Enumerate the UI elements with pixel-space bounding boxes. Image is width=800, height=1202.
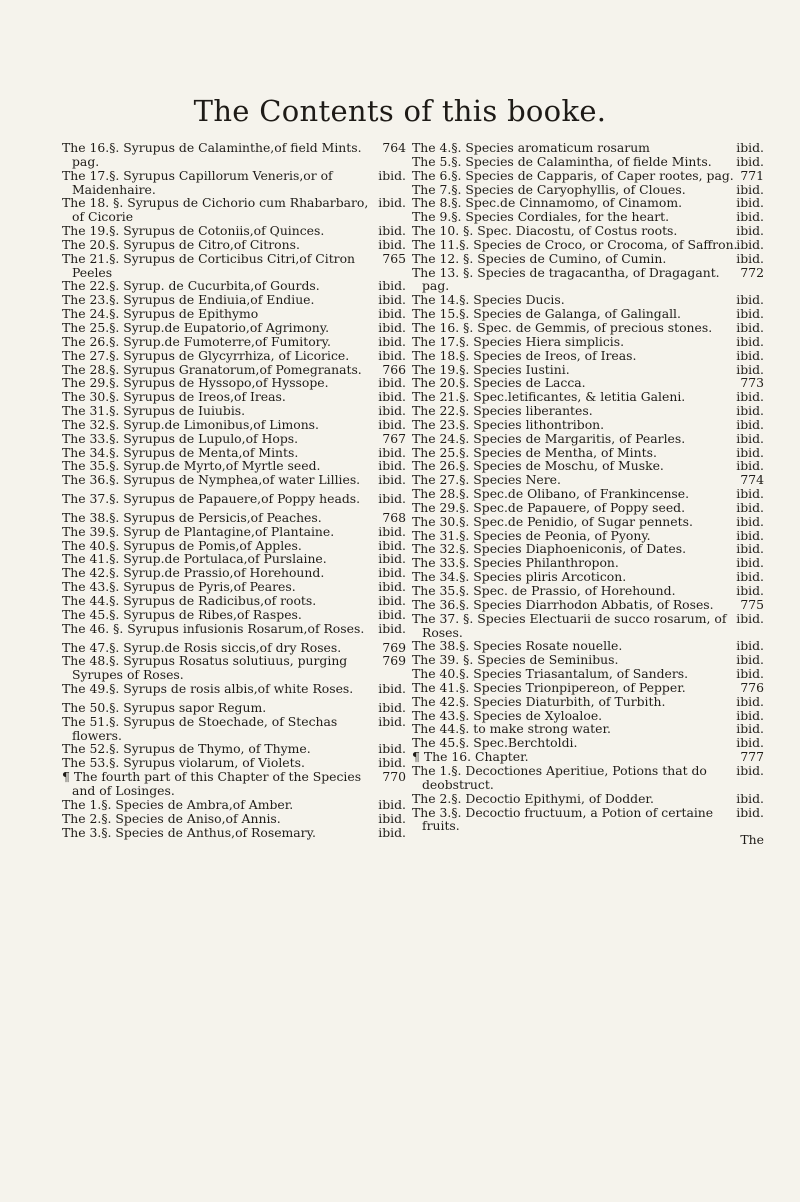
entry-text: The 46. §. Syrupus infusionis Rosarum,of Roses. [62,620,365,636]
page-reference: ibid. [736,583,764,598]
contents-entry [412,307,764,321]
contents-entry [62,701,406,715]
entry-text: The 42.§. Species Diaturbith, of Turbith. [412,693,666,709]
entry-text: The 27.§. Species Nere. [412,472,561,488]
entry-text: The 34.§. Syrupus de Menta,of Mints. [62,444,299,460]
page-reference: ibid. [378,579,406,595]
contents-entry [62,539,406,553]
entry-text: The 53.§. Syrupus violarum, of Violets. [62,755,305,771]
page-reference: 777 [740,749,764,765]
page-reference: ibid. [736,430,764,446]
page-reference: 775 [740,596,764,612]
entry-text: The 23.§. Syrupus de Endiuia,of Endiue. [62,292,315,308]
contents-right-column [412,141,764,847]
contents-entry [62,321,406,335]
page-reference: ibid. [378,333,406,349]
contents-entry [412,570,764,584]
page-reference: 766 [382,361,406,377]
entry-text: The 44.§. Syrupus de Radicibus,of roots. [62,593,317,608]
page-reference: 768 [382,509,406,525]
contents-entry [62,141,406,169]
page-reference: 765 [382,250,406,266]
entry-text: The 20.§. Species de Lacca. [412,375,586,391]
page-reference: ibid. [736,416,764,432]
entry-text: The 41.§. Species Trionpipereon, of Pepper. [412,679,686,695]
page-reference: ibid. [378,223,406,239]
entry-text: The 43.§. Species de Xyloaloe. [412,707,603,723]
page-reference: ibid. [736,361,764,377]
contents-entry [62,826,406,840]
contents-entry [62,238,406,252]
contents-entry [62,363,406,377]
contents-entry [62,580,406,594]
entry-text: The 51.§. Syrupus de Stoechade, of Stechas flowers. [62,713,338,743]
page-reference: ibid. [378,306,406,322]
contents-entry [62,473,406,487]
page-title: The Contents of this booke. [193,94,607,128]
entry-text: The 18.§. Species de Ireos, of Ireas. [412,347,637,363]
page-reference: 771 [740,167,764,183]
contents-entry [412,584,764,598]
page-reference: ibid. [378,403,406,419]
page-reference: ibid. [736,250,764,266]
entry-text: The 35.§. Spec. de Prassio, of Horehound. [412,583,676,598]
contents-entry [62,224,406,238]
contents-entry [62,446,406,460]
page-reference: ibid. [736,610,764,626]
page-reference: ibid. [736,735,764,751]
contents-entry [412,238,764,252]
page-reference: ibid. [736,693,764,709]
page-reference: ibid. [378,699,406,715]
page-reference: ibid. [736,790,764,806]
contents-entry [412,390,764,404]
page-reference: ibid. [736,486,764,502]
page-reference: ibid. [378,458,406,474]
contents-entry [62,552,406,566]
page-reference: ibid. [736,458,764,474]
page-reference: ibid. [378,620,406,636]
page-reference: ibid. [378,389,406,405]
page-reference: 772 [740,264,764,280]
page-reference: ibid. [378,796,406,812]
entry-text: The 26.§. Species de Moschu, of Muske. [412,458,664,474]
contents-entry [62,432,406,446]
entry-text: The 2.§. Species de Aniso,of Annis. [62,810,281,826]
entry-text: The 34.§. Species pliris Arcoticon. [412,569,627,585]
entry-text: The 2.§. Decoctio Epithymi, of Dodder. [412,790,654,806]
contents-entry [62,459,406,473]
entry-text: The 49.§. Syrups de rosis albis,of white Roses. [62,681,354,697]
contents-entry [412,293,764,307]
entry-text: The 31.§. Syrupus de Iuiubis. [62,403,246,419]
entry-text: The 50.§. Syrupus sapor Regum. [62,699,267,715]
page-reference: ibid. [378,565,406,581]
entry-text: The 39. §. Species de Seminibus. [412,652,619,668]
entry-text: The 25.§. Syrup.de Eupatorio,of Agrimony. [62,319,330,335]
page-reference: ibid. [378,741,406,757]
contents-entry [412,183,764,197]
contents-entry [412,792,764,806]
contents-entry [412,750,764,764]
page-reference: ibid. [736,638,764,654]
page-reference: 774 [740,472,764,488]
contents-entry [412,432,764,446]
contents-entry [412,542,764,556]
entry-text: The 40.§. Syrupus de Pomis,of Apples. [62,537,302,553]
page-reference: ibid. [378,444,406,460]
contents-entry [412,487,764,501]
contents-entry [412,515,764,529]
page-reference: ibid. [736,319,764,335]
entry-text: The 52.§. Syrupus de Thymo, of Thyme. [62,741,311,757]
entry-text: The 25.§. Species de Mentha, of Mints. [412,444,657,460]
entry-text: The 44.§. to make strong water. [412,721,611,737]
page-reference: ibid. [736,209,764,225]
page-reference: ibid. [736,389,764,405]
entry-text: The 14.§. Species Ducis. [412,292,565,308]
entry-text: The 10. §. Spec. Diacostu, of Costus roots. [412,223,678,239]
page-reference: ibid. [378,810,406,826]
entry-text: The 45.§. Spec.Berchtoldi. [412,735,578,751]
page-reference: ibid. [736,223,764,239]
entry-text: The 47.§. Syrup.de Rosis siccis,of dry Roses. [62,639,342,655]
entry-text: The 19.§. Species Iustini. [412,361,570,377]
contents-entry [62,770,406,798]
page-reference: ibid. [378,755,406,771]
contents-entry [62,279,406,293]
page-reference: ibid. [736,195,764,211]
entry-text: The 16.§. Syrupus de Calaminthe,of field Mints. pag. [62,140,362,169]
page-reference: ibid. [378,491,406,507]
page-reference: ibid. [378,472,406,488]
page-reference: ibid. [736,236,764,252]
page-reference: ibid. [378,824,406,840]
contents-entry [412,252,764,266]
page-reference: ibid. [736,181,764,197]
page-reference: ibid. [378,606,406,622]
entry-text: The 23.§. Species lithontribon. [412,416,605,432]
contents-entry [62,169,406,197]
page-reference: ibid. [736,140,764,155]
page-reference: 764 [382,140,406,155]
contents-entry [412,210,764,224]
page-reference: ibid. [736,666,764,682]
entry-text: The 3.§. Decoctio fructuum, a Potion of certaine fruits. [412,804,714,834]
page-reference: 767 [382,430,406,446]
entry-text: The 7.§. Species de Caryophyllis, of Cloues. [412,181,686,197]
contents-entry [412,349,764,363]
contents-entry [62,798,406,812]
page-reference: ibid. [736,569,764,585]
contents-entry [412,335,764,349]
page-reference: ibid. [736,804,764,820]
entry-text: The 33.§. Syrupus de Lupulo,of Hops. [62,430,299,446]
contents-entry [412,806,764,834]
page-reference: ibid. [736,403,764,419]
entry-text: The 29.§. Syrupus de Hyssopo,of Hyssope. [62,375,329,391]
entry-text: The 24.§. Syrupus de Epithymo [62,306,259,322]
contents-entry [412,612,764,640]
contents-entry [62,293,406,307]
entry-text: The 42.§. Syrup.de Prassio,of Horehound. [62,565,325,581]
contents-entry [62,608,406,622]
contents-entry [412,266,764,294]
entry-text: The 38.§. Syrupus de Persicis,of Peaches. [62,509,322,525]
contents-entry [62,511,406,525]
page-reference: ibid. [736,306,764,322]
contents-entry [62,252,406,280]
page-reference: ibid. [378,236,406,252]
contents-entry [412,363,764,377]
entry-text: The 36.§. Syrupus de Nymphea,of water Lillies. [62,472,361,488]
contents-entry [62,566,406,580]
contents-entry [412,736,764,750]
page-reference: ibid. [736,555,764,571]
entry-text: The 4.§. Species aromaticum rosarum [412,140,650,155]
contents-entry [412,667,764,681]
entry-text: The 18. §. Syrupus de Cichorio cum Rhabarbaro, of Cicorie [62,195,369,225]
contents-entry [412,709,764,723]
contents-entry [412,681,764,695]
page-reference: ibid. [736,762,764,778]
entry-text: The 31.§. Species de Peonia, of Pyony. [412,527,651,543]
page-reference: 769 [382,639,406,655]
entry-text: The 1.§. Decoctiones Aperitiue, Potions that do deobstruct. [412,762,707,792]
entry-text: The 6.§. Species de Capparis, of Caper rootes, pag. [412,167,734,183]
page-reference: ibid. [378,375,406,391]
contents-entry [412,695,764,709]
entry-text: The 48.§. Syrupus Rosatus solutiuus, purging Syrupes of Roses. [62,653,348,683]
entry-text: The 24.§. Species de Margaritis, of Pearles. [412,430,686,446]
entry-text: The 9.§. Species Cordiales, for the heart. [412,209,670,225]
entry-text: The 29.§. Spec.de Papauere, of Poppy seed. [412,499,686,515]
contents-entry [62,594,406,608]
contents-entry [412,155,764,169]
entry-text: The 37.§. Syrupus de Papauere,of Poppy heads. [62,491,361,507]
entry-text: The 16. §. Spec. de Gemmis, of precious stones. [412,319,713,335]
page-reference: ibid. [378,681,406,697]
page-reference: ibid. [736,292,764,308]
entry-text: The 37. §. Species Electuarii de succo rosarum, of Roses. [412,610,727,640]
entry-text: The 41.§. Syrup.de Portulaca,of Purslaine. [62,551,327,567]
entry-text: ¶ The 16. Chapter. [412,749,529,765]
entry-text: ¶ The fourth part of this Chapter of the Species and of Losinges. [62,769,362,798]
contents-entry [62,715,406,743]
contents-entry [412,418,764,432]
contents-entry [412,196,764,210]
entry-text: The 11.§. Species de Croco, or Crocoma, of Saffron. [412,236,738,252]
page-reference: ibid. [378,195,406,211]
contents-entry [62,418,406,432]
entry-text: The 40.§. Species Triasantalum, of Sanders. [412,666,689,682]
page-reference: 770 [382,769,406,785]
entry-text: The 1.§. Species de Ambra,of Amber. [62,796,294,812]
page-reference: ibid. [736,333,764,349]
contents-entry [62,307,406,321]
contents-entry [62,756,406,770]
contents-entry [62,525,406,539]
page-reference: ibid. [378,593,406,608]
entry-text: The 13. §. Species de tragacantha, of Dragagant. pag. [412,264,720,294]
page-reference: ibid. [736,652,764,668]
contents-entry [412,639,764,653]
page-reference: ibid. [378,537,406,553]
contents-entry [62,812,406,826]
entry-text: The 5.§. Species de Calamintha, of fielde Mints. [412,153,712,169]
entry-text: The 20.§. Syrupus de Citro,of Citrons. [62,236,300,252]
page-reference: ibid. [736,541,764,557]
contents-entry [62,335,406,349]
contents-left-column [62,141,406,839]
contents-entry [412,501,764,515]
entry-text: The 32.§. Syrup.de Limonibus,of Limons. [62,416,319,432]
page-reference: ibid. [736,513,764,529]
entry-text: The 12. §. Species de Cumino, of Cumin. [412,250,667,266]
entry-text: The 36.§. Species Diarrhodon Abbatis, of Roses. [412,596,714,612]
page-reference: ibid. [736,707,764,723]
entry-text: The 19.§. Syrupus de Cotoniis,of Quinces. [62,223,325,239]
entry-text: The 3.§. Species de Anthus,of Rosemary. [62,824,316,840]
page-reference: ibid. [736,499,764,515]
entry-text: The 17.§. Syrupus Capillorum Veneris,or of Maidenhaire. [62,167,333,197]
page-reference: ibid. [378,416,406,432]
page-reference: ibid. [378,713,406,729]
entry-text: The 27.§. Syrupus de Glycyrrhiza, of Licorice. [62,347,350,363]
entry-text: The 30.§. Syrupus de Ireos,of Ireas. [62,389,286,405]
contents-entry [412,598,764,612]
entry-text: The 45.§. Syrupus de Ribes,of Raspes. [62,606,302,622]
entry-text: The 30.§. Spec.de Penidio, of Sugar pennets. [412,513,693,529]
contents-entry [62,492,406,506]
contents-entry [412,764,764,792]
entry-text: The 21.§. Syrupus de Corticibus Citri,of Citron Peeles [62,250,356,280]
page-reference: ibid. [378,523,406,539]
page-reference: ibid. [736,721,764,737]
entry-text: The 8.§. Spec.de Cinnamomo, of Cinamom. [412,195,683,211]
entry-text: The 38.§. Species Rosate nouelle. [412,638,623,654]
contents-entry [62,682,406,696]
contents-entry [412,169,764,183]
contents-entry [412,556,764,570]
entry-text: The 33.§. Species Philanthropon. [412,555,619,571]
entry-text: The 39.§. Syrup de Plantagine,of Plantaine. [62,523,335,539]
contents-entry [412,224,764,238]
contents-entry [62,622,406,636]
page-reference: ibid. [736,153,764,169]
entry-text: The 28.§. Syrupus Granatorum,of Pomegranats. [62,361,362,377]
page-reference: ibid. [378,167,406,183]
entry-text: The 21.§. Spec.letificantes, & letitia Galeni. [412,389,686,405]
page-reference: ibid. [378,292,406,308]
contents-entry [62,404,406,418]
contents-entry [412,446,764,460]
page-reference: 776 [740,679,764,695]
entry-text: The 28.§. Spec.de Olibano, of Frankincense. [412,486,690,502]
page-reference: ibid. [736,444,764,460]
page-reference: ibid. [378,319,406,335]
contents-entry [62,196,406,224]
page-reference: 769 [382,653,406,669]
entry-text: The 32.§. Species Diaphoeniconis, of Dates. [412,541,687,557]
contents-entry [412,376,764,390]
contents-entry [412,473,764,487]
entry-text: The 22.§. Species liberantes. [412,403,593,419]
page-reference: ibid. [378,278,406,294]
contents-entry [412,141,764,155]
contents-entry [62,390,406,404]
contents-entry [412,722,764,736]
contents-entry [62,376,406,390]
contents-entry [412,321,764,335]
contents-entry [412,459,764,473]
page-reference: ibid. [736,527,764,543]
entry-text: The 22.§. Syrup. de Cucurbita,of Gourds. [62,278,320,294]
contents-entry [412,529,764,543]
contents-entry [412,404,764,418]
page-reference: ibid. [378,551,406,567]
contents-entry [62,654,406,682]
entry-text: The 15.§. Species de Galanga, of Galingall. [412,306,681,322]
page-reference: 773 [740,375,764,391]
page-reference: ibid. [736,347,764,363]
entry-text: The 43.§. Syrupus de Pyris,of Peares. [62,579,296,595]
contents-entry [412,653,764,667]
catchword: The [740,832,764,848]
contents-entry [62,742,406,756]
contents-entry [62,349,406,363]
entry-text: The 26.§. Syrup.de Fumoterre,of Fumitory. [62,333,331,349]
page-reference: ibid. [378,347,406,363]
entry-text: The 17.§. Species Hiera simplicis. [412,333,625,349]
entry-text: The 35.§. Syrup.de Myrto,of Myrtle seed. [62,458,321,474]
contents-entry [62,641,406,655]
